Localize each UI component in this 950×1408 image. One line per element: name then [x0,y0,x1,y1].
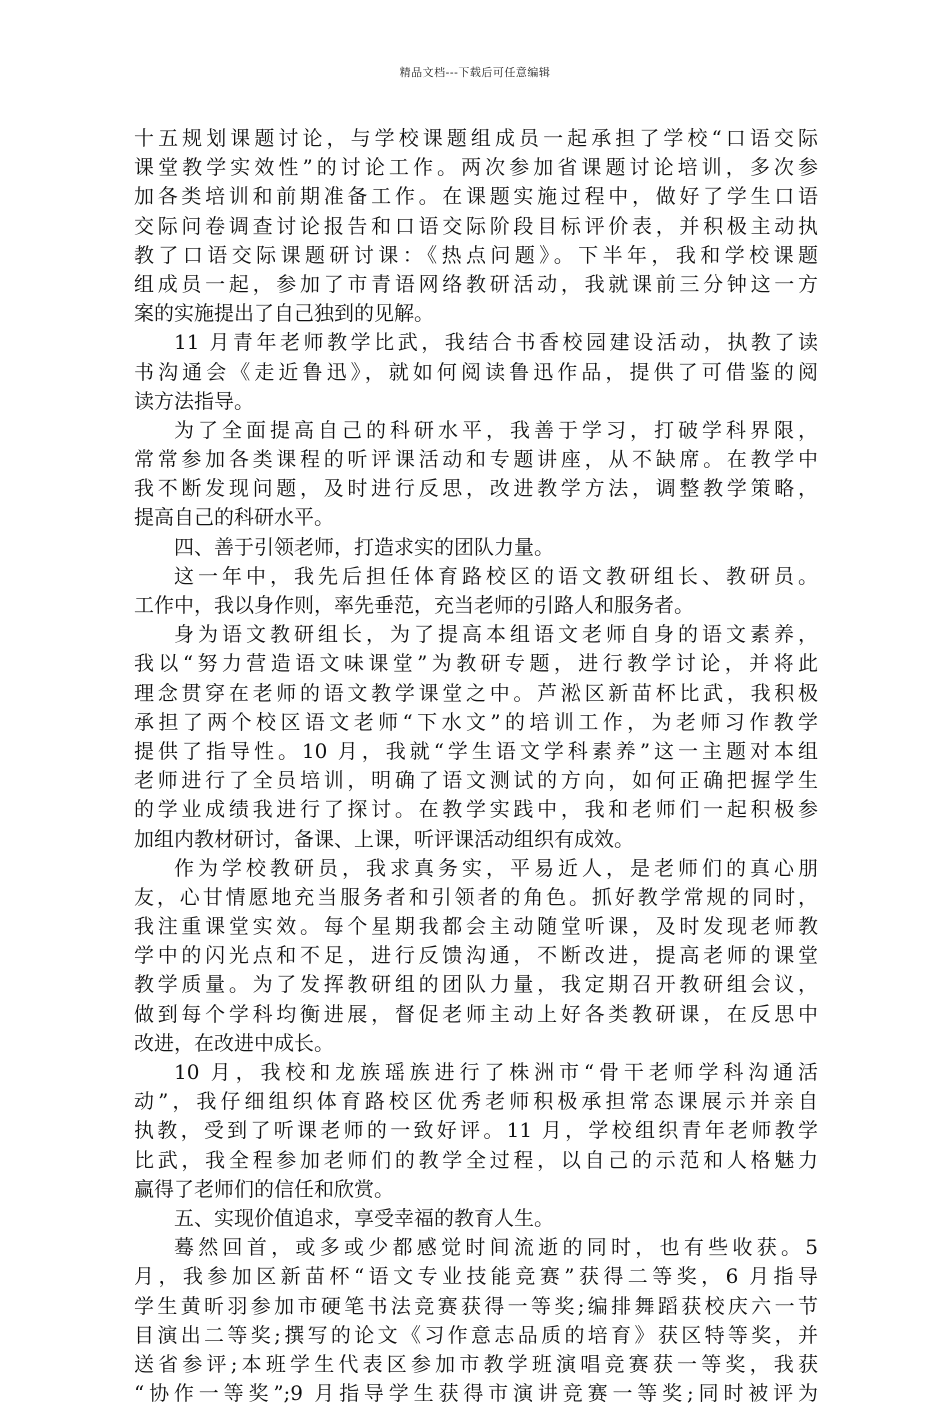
text-line: 为了全面提高自己的科研水平，我善于学习，打破学科界限， [174,417,818,442]
text-line: 动”，我仔细组织体育路校区优秀老师积极承担常态课展示并亲自 [134,1089,818,1114]
text-line: 加组内教材研讨，备课、上课，听评课活动组织有成效。 [134,826,634,851]
text-line: 10 月，我校和龙族瑶族进行了株洲市“骨干老师学科沟通活 [174,1060,818,1084]
text-line: 这一年中，我先后担任体育路校区的语文教研组长、教研员。 [174,563,818,588]
text-line: 读方法指导。 [134,388,254,413]
text-line: 比武，我全程参加老师们的教学全过程，以自己的示范和人格魅力 [134,1147,818,1172]
text-line: 常常参加各类课程的听评课活动和专题讲座，从不缺席。在教学中 [134,447,818,472]
text-line: 送省参评;本班学生代表区参加市教学班演唱竞赛获一等奖，我获 [134,1351,818,1376]
text-line: 月，我参加区新苗杯“语文专业技能竞赛”获得二等奖，6 月指导 [134,1264,818,1289]
text-line: 加各类培训和前期准备工作。在课题实施过程中，做好了学生口语 [134,184,818,209]
text-line: 身为语文教研组长，为了提高本组语文老师自身的语文素养， [174,622,818,647]
text-line: 案的实施提出了自己独到的见解。 [134,301,434,326]
text-line: 做到每个学科均衡进展，督促老师主动上好各类教研课，在反思中 [134,1001,818,1026]
text-line: 课堂教学实效性”的讨论工作。两次参加省课题讨论培训，多次参 [134,155,818,180]
text-line: 交际问卷调查讨论报告和口语交际阶段目标评价表，并积极主动执 [134,213,818,238]
text-line: 提供了指导性。10 月，我就“学生语文学科素养”这一主题对本组 [134,738,818,763]
page-header: 精品文档---下载后可任意编辑 [399,66,551,79]
text-line: 教学质量。为了发挥教研组的团队力量，我定期召开教研组会议， [134,972,818,997]
text-line: 承担了两个校区语文老师“下水文”的培训工作，为老师习作教学 [134,709,818,734]
text-line: 理念贯穿在老师的语文教学课堂之中。芦淞区新苗杯比武，我积极 [134,680,818,705]
text-line: 学中的闪光点和不足，进行反馈沟通，不断改进，提高老师的课堂 [134,943,818,968]
text-line: 老师进行了全员培训，明确了语文测试的方向，如何正确把握学生 [134,768,818,793]
text-line: 友，心甘情愿地充当服务者和引领者的角色。抓好教学常规的同时， [134,884,818,909]
text-line: 我不断发现问题，及时进行反思，改进教学方法，调整教学策略， [134,476,818,501]
document-body [134,124,818,1408]
text-line: 五、实现价值追求，享受幸福的教育人生。 [174,1205,554,1230]
text-line: 11 月青年老师教学比武，我结合书香校园建设活动，执教了读 [174,330,818,355]
text-line: 蓦然回首，或多或少都感觉时间流逝的同时，也有些收获。5 [174,1235,818,1260]
text-line: 的学业成绩我进行了探讨。在教学实践中，我和老师们一起积极参 [134,797,818,822]
text-line: 改进，在改进中成长。 [134,1030,334,1055]
text-line: 我以“努力营造语文味课堂”为教研专题，进行教学讨论，并将此 [134,651,818,676]
text-line: 教了口语交际课题研讨课：《热点问题》。下半年，我和学校课题 [134,242,818,267]
text-line: 书沟通会《走近鲁迅》，就如何阅读鲁迅作品，提供了可借鉴的阅 [134,359,818,384]
text-line: “协作一等奖”;9 月指导学生获得市演讲竞赛一等奖;同时被评为 [134,1381,818,1406]
text-line: 组成员一起，参加了市青语网络教研活动，我就课前三分钟这一方 [134,271,818,296]
text-line: 学生黄昕羽参加市硬笔书法竞赛获得一等奖;编排舞蹈获校庆六一节 [134,1293,818,1318]
text-line: 执教，受到了听课老师的一致好评。11 月，学校组织青年老师教学 [134,1118,818,1143]
text-line: 目演出二等奖;撰写的论文《习作意志品质的培育》获区特等奖，并 [134,1322,818,1347]
text-line: 我注重课堂实效。每个星期我都会主动随堂听课，及时发现老师教 [134,914,818,939]
text-line: 提高自己的科研水平。 [134,505,334,530]
text-line: 作为学校教研员，我求真务实，平易近人，是老师们的真心朋 [174,855,818,880]
text-line: 赢得了老师们的信任和欣赏。 [134,1176,394,1201]
text-line: 工作中，我以身作则，率先垂范，充当老师的引路人和服务者。 [134,593,694,617]
text-line: 四、善于引领老师，打造求实的团队力量。 [174,534,554,559]
text-line: 十五规划课题讨论，与学校课题组成员一起承担了学校“口语交际 [134,126,818,150]
